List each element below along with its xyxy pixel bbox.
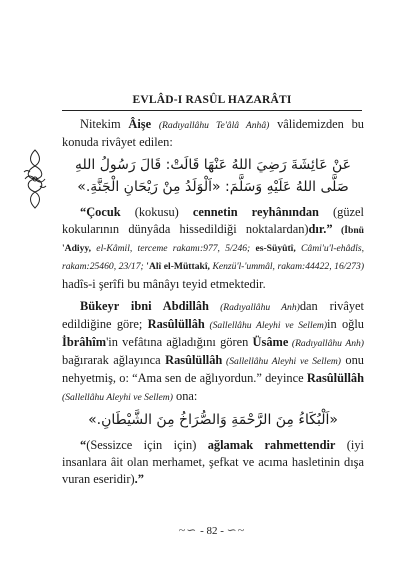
paragraph-bukeyr-narration: Bükeyr ibni Abdillâh (Radıyallâhu Anh)dan rivâyet edildiğine göre; Rasûlüllâh (Sallellâhu Aleyhi ve Sellem)in oğlu İbrâhîm'in vefâtına ağladığını gören Üsâme (Radıyallâhu Anh) bağırarak ağlayınca Rasûlüllâh (Sallellâhu Aleyhi ve Sellem) onu nehyetmiş, o: “Ama sen de ağlıyordun.” deyince Rasûlüllâh (Sallellâhu Aleyhi ve Sellem) ona: bbox=[62, 298, 364, 404]
hadith-arabic-2: «اَلْبُكَاءُ مِنَ الرَّحْمَةِ وَالصُّرَاخُ مِنَ الشَّيْطَانِ.» bbox=[88, 412, 338, 429]
paragraph-intro: Nitekim Âişe (Radıyallâhu Te'âlâ Anhâ) vâlidemizden bu konuda rivâyet edilen: bbox=[62, 117, 364, 150]
header-rule bbox=[62, 110, 362, 111]
swirl-ornament-icon: ~∽ bbox=[178, 523, 198, 537]
reference: (İbnü 'Adiyy, bbox=[62, 225, 364, 255]
page-number: - 82 - bbox=[200, 525, 224, 537]
swirl-ornament-icon: ∽~ bbox=[226, 523, 246, 537]
paragraph-weeping-mercy: “(Sessizce için için) ağlamak rahmettendir (iyi insanlara âit olan merhamet, şefkat ve acıma hasletinin dışa vuran eseridir).” bbox=[62, 438, 365, 487]
hadith-arabic-1: عَنْ عَائِشَةَ رَضِيَ اللهُ عَنْهَا قَالَتْ: قَالَ رَسُولُ اللهِ صَلَّى اللهُ عَلَيْهِ وَسَلَّمَ: «اَلْوَلَدُ مِنْ رَيْحَانِ الْجَنَّةِ.» bbox=[74, 157, 352, 196]
floral-ornament-icon bbox=[22, 148, 48, 210]
salutation: (Radıyallâhu Te'âlâ Anhâ) bbox=[158, 120, 270, 131]
page-footer bbox=[62, 523, 362, 538]
paragraph-hadith-translation: “Çocuk (kokusu) cennetin reyhânından (güzel kokularının dünyâda hissedildiği noktalardan)dır.” (İbnü 'Adiyy, el-Kâmil, terceme rakamı:977, 5/246; es-Süyûtî, Câmi'u'l-ehâdîs, rakam:25460, 23/17; 'Alî el-Müttakî, Kenzü'l-'ummâl, rakam:44422, 16/273) hadîs-i şerîfi bu mânâyı teyid etmektedir. bbox=[62, 205, 365, 291]
running-header: EVLÂD-I RASÛL HAZARÂTI bbox=[132, 94, 292, 106]
name-aise: Âişe bbox=[128, 117, 152, 131]
page-body bbox=[62, 116, 364, 489]
